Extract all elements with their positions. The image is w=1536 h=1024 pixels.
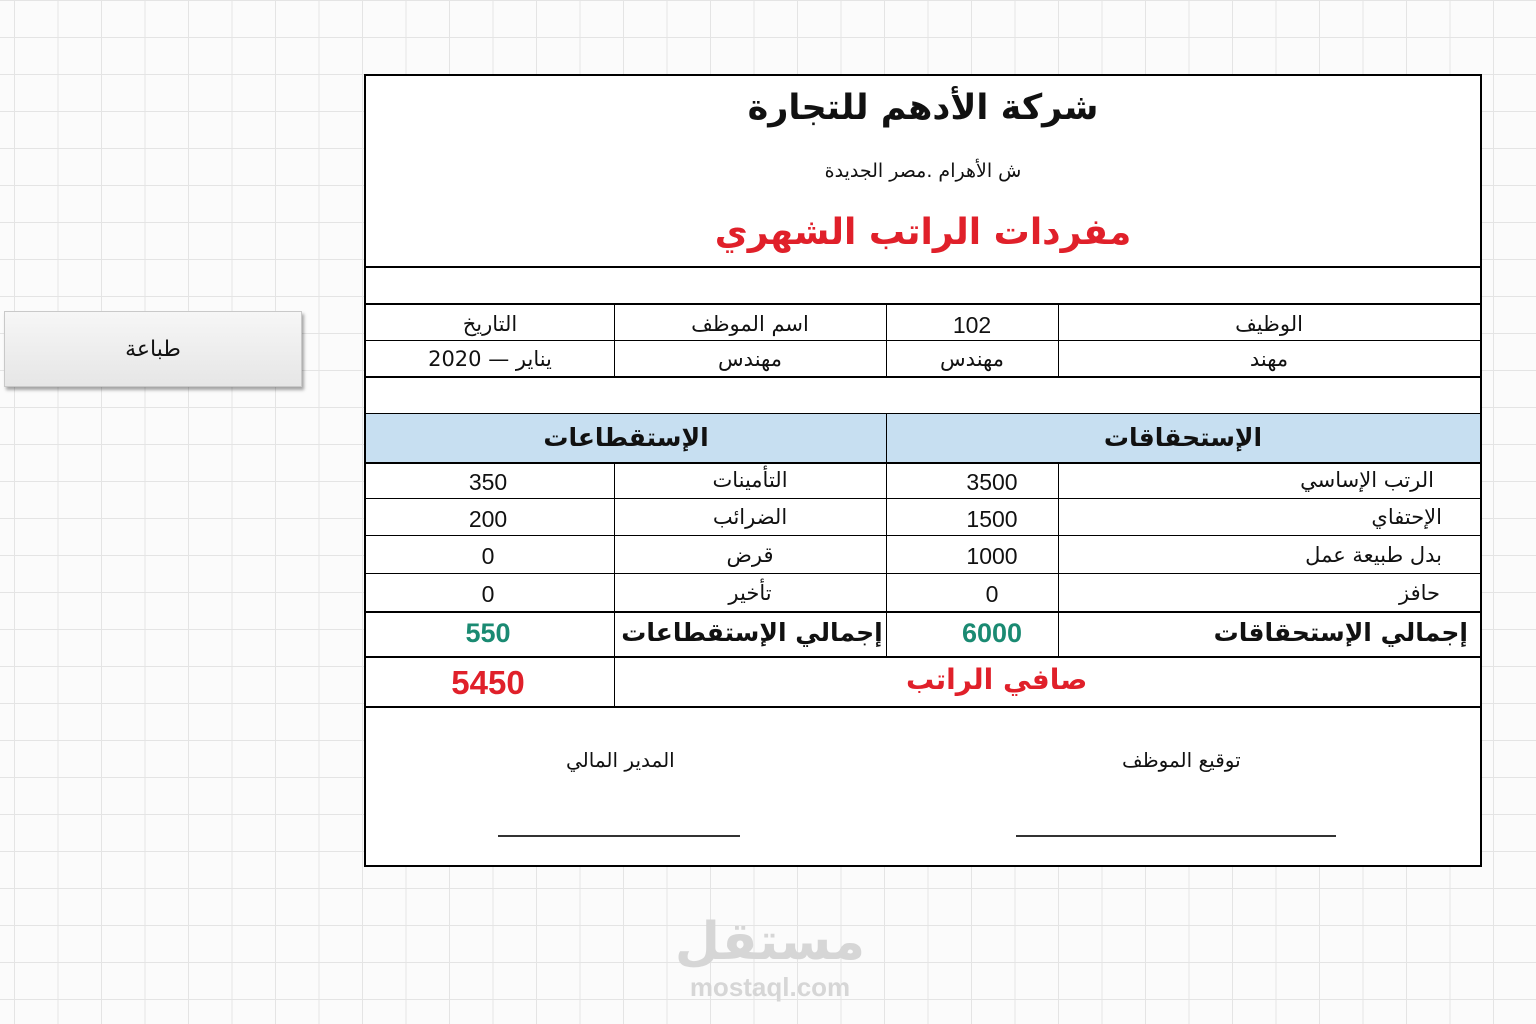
earnings-row-value: 1500 [966, 506, 1018, 532]
row-divider [366, 535, 1480, 536]
earnings-row-label: الإحتفاي [1371, 505, 1442, 529]
company-address: ش الأهرام .مصر الجديدة [824, 160, 1022, 182]
deductions-row-value: 0 [481, 581, 495, 607]
row-divider [366, 656, 1480, 658]
deductions-row-value: 200 [468, 506, 508, 532]
earnings-heading: الإستحقاقات [1103, 423, 1263, 452]
earnings-row-label: حافز [1398, 581, 1440, 605]
info-value-job: مهند [1249, 347, 1289, 371]
earnings-total-value: 6000 [961, 618, 1023, 648]
deductions-row-label: التأمينات [712, 468, 788, 492]
slip-title: مفردات الراتب الشهري [714, 212, 1132, 253]
deductions-row-value: 0 [481, 543, 495, 569]
row-divider [366, 498, 1480, 499]
net-salary-value: 5450 [451, 664, 525, 701]
info-label-id: 102 [952, 312, 992, 338]
row-divider [366, 340, 1480, 341]
manager-signature-label: المدير المالي [566, 748, 675, 772]
earnings-row-value: 1000 [966, 543, 1018, 569]
row-divider [366, 376, 1480, 378]
earnings-row-value: 3500 [966, 469, 1018, 495]
row-divider [366, 611, 1480, 613]
deductions-total-value: 550 [465, 618, 511, 648]
manager-signature-line [498, 835, 740, 837]
deductions-row-label: قرض [726, 543, 774, 567]
print-button-label: طباعة [125, 336, 181, 362]
info-value-id: مهندس [940, 347, 1004, 371]
watermark-latin: mostaql.com [689, 972, 851, 1002]
deductions-heading: الإستقطاعات [543, 423, 709, 452]
deductions-row-label: تأخير [728, 581, 772, 605]
net-salary-label: صافي الراتب [906, 663, 1088, 696]
row-divider [366, 303, 1480, 305]
company-name: شركة الأدهم للتجارة [747, 88, 1099, 128]
earnings-row-label: بدل طبيعة عمل [1305, 543, 1442, 567]
info-label-job: الوظيف [1235, 312, 1303, 336]
row-divider [366, 462, 1480, 464]
info-value-date: يناير — 2020 [428, 347, 552, 371]
watermark-arabic: مستقل [674, 912, 866, 972]
row-divider [366, 573, 1480, 574]
info-label-date: التاريخ [462, 312, 518, 336]
deductions-row-label: الضرائب [712, 505, 788, 529]
earnings-row-label: الرتب الإساسي [1300, 468, 1434, 492]
deductions-row-value: 350 [468, 469, 508, 495]
earnings-total-label: إجمالي الإستحقاقات [1213, 618, 1468, 647]
employee-signature-label: توقيع الموظف [1122, 748, 1241, 772]
row-divider [366, 266, 1480, 268]
print-button[interactable] [4, 311, 302, 387]
watermark [660, 912, 880, 1002]
salary-slip [364, 74, 1482, 867]
earnings-row-value: 0 [985, 581, 999, 607]
row-divider [366, 706, 1480, 708]
info-value-employee: مهندس [718, 347, 782, 371]
info-label-employee: اسم الموظف [691, 312, 809, 336]
employee-signature-line [1016, 835, 1336, 837]
deductions-total-label: إجمالي الإستقطاعات [621, 618, 883, 647]
